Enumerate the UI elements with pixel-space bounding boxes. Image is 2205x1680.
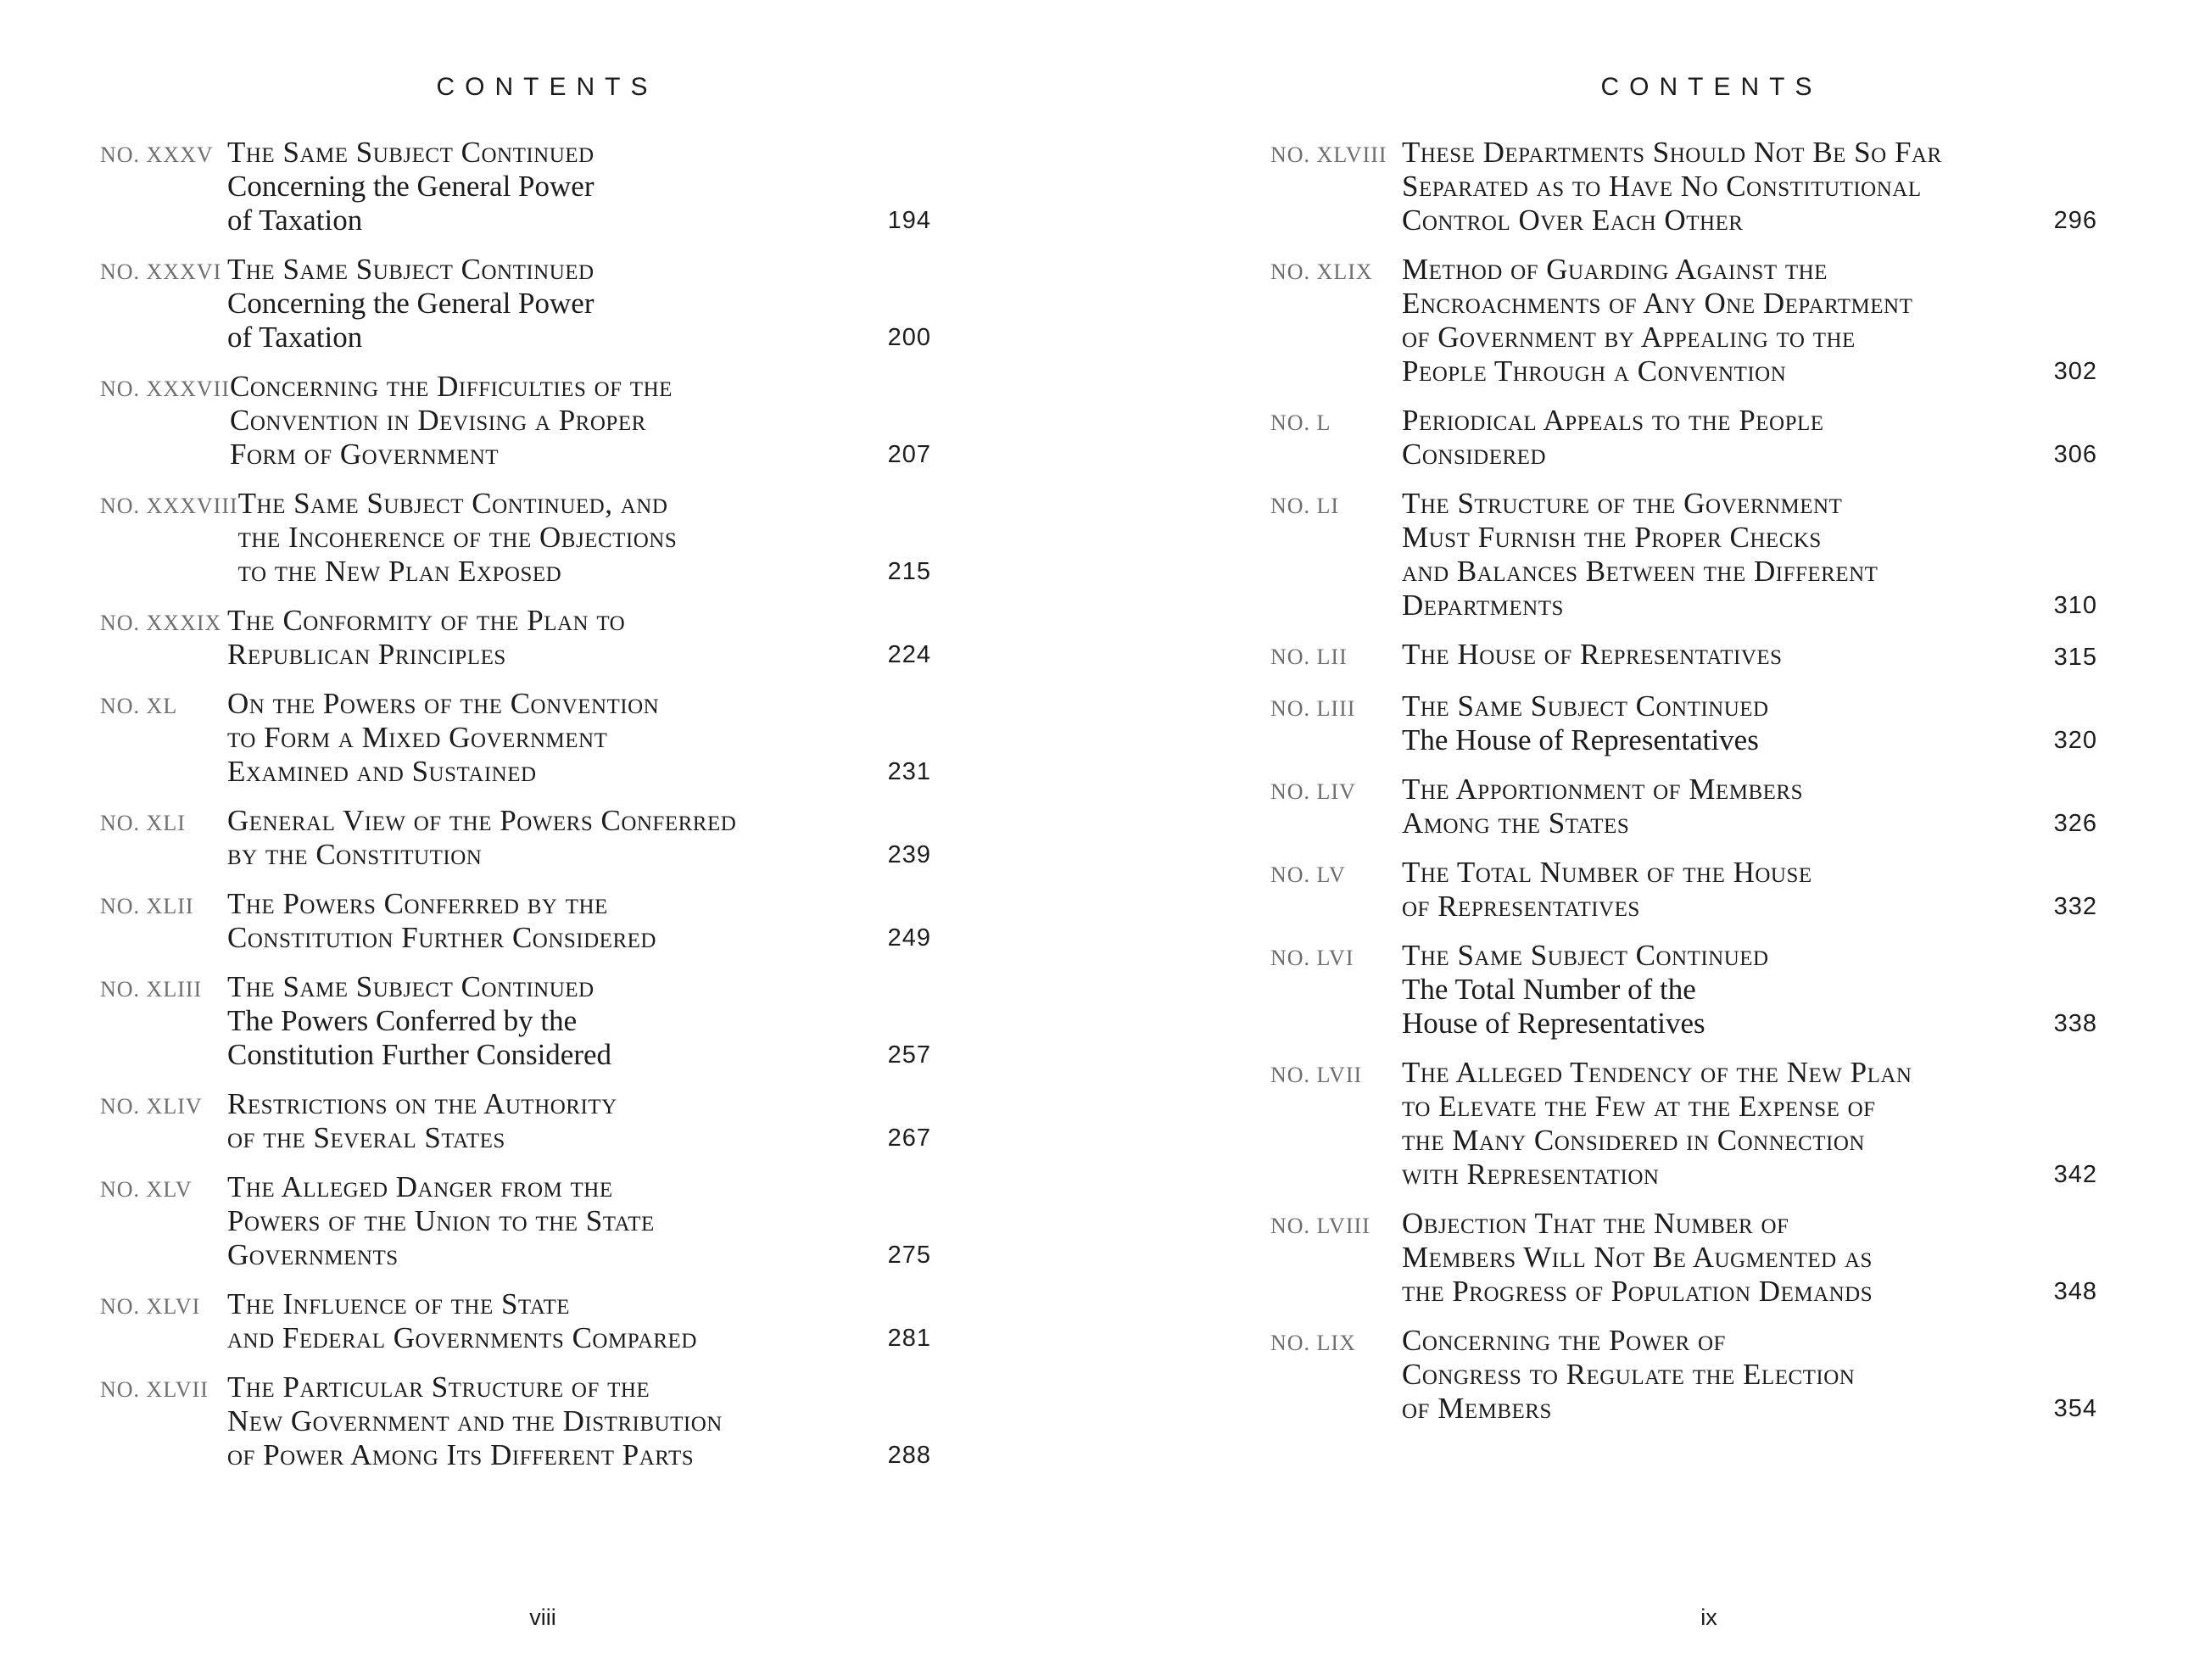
toc-entry-line: The House of Representatives (1402, 638, 1783, 671)
toc-entry-line: by the Constitution (227, 838, 483, 871)
toc-entry-line: The Same Subject Continued (1402, 689, 1769, 723)
toc-entry-line: The Conformity of the Plan to (227, 604, 626, 637)
toc-entry-line: Among the States (1402, 807, 1630, 840)
toc-entry (100, 1370, 931, 1472)
toc-entry-title (227, 804, 931, 872)
toc-entry-line: The Powers Conferred by the (227, 887, 608, 920)
toc-entry-line: Considered (1402, 438, 1547, 471)
toc-entry-page-number: 249 (887, 924, 931, 952)
toc-entry-number-label: NO. XXXVI (100, 260, 222, 284)
toc-entry-line: the Many Considered in Connection (1402, 1124, 1865, 1157)
page-title: CONTENTS (1600, 73, 1823, 101)
toc-entry-line: of Taxation (227, 321, 363, 354)
toc-entry-title (238, 487, 931, 589)
toc-entry-number-label: NO. XLII (100, 894, 194, 918)
toc-entry-title (1402, 253, 2097, 388)
toc-entry-number-label: NO. LVIII (1270, 1214, 1370, 1238)
toc-entry-line: Governments (227, 1238, 399, 1271)
toc-entry-line: to Form a Mixed Government (227, 721, 608, 754)
toc-entry (100, 136, 931, 237)
toc-entry-line: Concerning the General Power (227, 170, 595, 203)
toc-entry-line: Concerning the Difficulties of the (229, 370, 673, 403)
toc-entry (100, 887, 931, 955)
toc-entry-list (100, 136, 931, 1487)
toc-entry-line: Members Will Not Be Augmented as (1402, 1241, 1873, 1274)
toc-entry-number-label: NO. XLVI (100, 1294, 201, 1319)
toc-entry (1270, 689, 2097, 757)
toc-entry-number-label: NO. LIX (1270, 1331, 1356, 1355)
folio-page-number: viii (529, 1605, 556, 1630)
toc-entry (1270, 404, 2097, 472)
toc-entry-number-label: NO. XXXV (100, 142, 214, 167)
toc-entry-line: of Members (1402, 1392, 1552, 1425)
toc-entry-line: People Through a Convention (1402, 354, 1787, 388)
toc-entry-line: Periodical Appeals to the People (1402, 404, 1824, 437)
toc-entry-line: Constitution Further Considered (227, 1038, 612, 1071)
toc-entry-page-number: 239 (887, 841, 931, 868)
toc-entry-title (1402, 689, 2097, 757)
toc-entry-line: The Same Subject Continued (227, 970, 595, 1003)
toc-entry-line: to the New Plan Exposed (237, 555, 562, 588)
toc-entry-number-label: NO. LI (1270, 494, 1340, 518)
toc-entry-page-number: 332 (2053, 893, 2097, 920)
toc-entry-line: The Same Subject Continued, and (237, 487, 668, 520)
toc-entry-page-number: 194 (887, 207, 931, 234)
toc-entry-page-number: 302 (2053, 358, 2097, 385)
toc-entry-line: The Same Subject Continued (227, 136, 595, 169)
toc-entry-page-number: 281 (887, 1325, 931, 1352)
toc-entry (1270, 136, 2097, 237)
toc-entry-number-label: NO. LVII (1270, 1063, 1363, 1087)
toc-entry-title (230, 370, 931, 472)
toc-entry-line: The Total Number of the House (1402, 856, 1812, 889)
toc-entry-line: Concerning the Power of (1402, 1324, 1726, 1357)
toc-entry-title (1402, 404, 2097, 472)
toc-entry-line: The Alleged Danger from the (227, 1170, 613, 1203)
toc-entry-page-number: 306 (2053, 441, 2097, 468)
toc-entry-page-number: 257 (887, 1041, 931, 1069)
toc-entry-page-number: 215 (887, 558, 931, 585)
toc-entry-line: Encroachments of Any One Department (1402, 287, 1913, 320)
toc-entry-title (227, 1287, 931, 1355)
toc-page-right (1102, 0, 2205, 1680)
toc-entry-page-number: 267 (887, 1125, 931, 1152)
toc-entry-line: Restrictions on the Authority (227, 1087, 617, 1120)
page-title: CONTENTS (436, 73, 658, 101)
toc-entry-number-label: NO. LIII (1270, 696, 1356, 721)
toc-entry-number-label: NO. XXXIX (100, 611, 222, 635)
folio-page-number: ix (1700, 1605, 1717, 1630)
toc-entry-title (1402, 939, 2097, 1041)
toc-entry-number-label: NO. LII (1270, 645, 1348, 669)
toc-entry-line: Constitution Further Considered (227, 921, 656, 954)
toc-entry-title (1402, 856, 2097, 924)
toc-entry-line: House of Representatives (1402, 1007, 1705, 1040)
toc-entry-line: Republican Principles (227, 638, 506, 671)
toc-entry-number-label: NO. LV (1270, 862, 1346, 887)
toc-entry-line: Powers of the Union to the State (227, 1204, 655, 1237)
toc-entry-title (1402, 1324, 2097, 1426)
toc-entry-number-label: NO. XLIX (1270, 260, 1373, 284)
toc-entry-page-number: 200 (887, 324, 931, 351)
toc-entry-number-label: NO. XXXVIII (100, 494, 238, 518)
toc-entry-title (227, 887, 931, 955)
toc-entry-line: General View of the Powers Conferred (227, 804, 737, 837)
toc-entry-title (227, 1087, 931, 1155)
toc-entry-list (1270, 136, 2097, 1441)
toc-entry (100, 253, 931, 354)
toc-entry-number-label: NO. XLI (100, 811, 186, 835)
toc-entry-line: Objection That the Number of (1402, 1207, 1789, 1240)
toc-entry-line: Departments (1402, 589, 1564, 622)
toc-entry-number-label: NO. XLIII (100, 977, 203, 1002)
toc-entry (1270, 253, 2097, 388)
toc-entry-line: The Influence of the State (227, 1287, 571, 1320)
toc-entry (100, 370, 931, 472)
toc-entry-title (227, 687, 931, 789)
toc-entry-title (1402, 136, 2097, 237)
toc-page-left (0, 0, 1102, 1680)
toc-entry-title (1402, 1056, 2097, 1192)
toc-entry-line: The Same Subject Continued (227, 253, 595, 286)
toc-entry-number-label: NO. L (1270, 410, 1331, 435)
toc-entry (1270, 939, 2097, 1041)
toc-entry-number-label: NO. LVI (1270, 946, 1354, 970)
toc-entry-line: Congress to Regulate the Election (1402, 1358, 1856, 1391)
toc-entry-line: The Alleged Tendency of the New Plan (1402, 1056, 1912, 1089)
toc-entry (1270, 773, 2097, 840)
toc-entry-page-number: 326 (2053, 810, 2097, 837)
toc-entry-number-label: NO. XXXVII (100, 377, 230, 401)
toc-entry-number-label: NO. XLIV (100, 1094, 203, 1119)
toc-entry (100, 1287, 931, 1355)
toc-entry (100, 604, 931, 672)
toc-entry-line: the Incoherence of the Objections (237, 521, 678, 554)
toc-entry-title (227, 136, 931, 237)
toc-entry-page-number: 296 (2053, 207, 2097, 234)
toc-entry (1270, 1207, 2097, 1309)
toc-entry (1270, 1324, 2097, 1426)
toc-entry-line: and Balances Between the Different (1402, 555, 1878, 588)
toc-entry-line: of Representatives (1402, 890, 1640, 923)
toc-entry (100, 804, 931, 872)
toc-entry-line: to Elevate the Few at the Expense of (1402, 1090, 1876, 1123)
toc-entry-line: of the Several States (227, 1121, 505, 1154)
toc-entry-line: and Federal Governments Compared (227, 1321, 697, 1354)
toc-entry-line: The Particular Structure of the (227, 1370, 650, 1404)
toc-entry-page-number: 338 (2053, 1010, 2097, 1037)
toc-entry-line: Control Over Each Other (1402, 204, 1744, 237)
toc-entry-line: of Power Among Its Different Parts (227, 1438, 695, 1471)
toc-entry-page-number: 275 (887, 1242, 931, 1269)
toc-entry (1270, 487, 2097, 622)
toc-entry-title (1402, 487, 2097, 622)
toc-entry-line: Convention in Devising a Proper (229, 404, 646, 437)
toc-entry-page-number: 207 (887, 441, 931, 468)
toc-entry (100, 687, 931, 789)
toc-entry-line: Must Furnish the Proper Checks (1402, 521, 1822, 554)
toc-entry-number-label: NO. LIV (1270, 779, 1356, 804)
toc-entry-line: The House of Representatives (1402, 723, 1759, 756)
toc-entry-line: Form of Government (229, 438, 500, 471)
toc-entry-number-label: NO. XLVII (100, 1377, 209, 1402)
toc-entry-line: New Government and the Distribution (227, 1404, 723, 1437)
toc-entry-number-label: NO. XL (100, 694, 178, 718)
toc-entry-line: of Taxation (227, 204, 363, 237)
toc-entry-page-number: 315 (2053, 644, 2097, 671)
toc-entry (1270, 1056, 2097, 1192)
toc-entry-page-number: 348 (2053, 1278, 2097, 1305)
toc-entry-page-number: 310 (2053, 592, 2097, 619)
toc-entry-title (1402, 1207, 2097, 1309)
toc-entry-line: The Apportionment of Members (1402, 773, 1803, 806)
toc-entry-title (227, 604, 931, 672)
toc-entry-number-label: NO. XLVIII (1270, 142, 1387, 167)
toc-entry (100, 1170, 931, 1272)
toc-entry (100, 1087, 931, 1155)
toc-entry-line: of Government by Appealing to the (1402, 321, 1856, 354)
toc-entry-page-number: 320 (2053, 727, 2097, 754)
toc-entry-title (227, 1170, 931, 1272)
toc-entry-title (1402, 638, 2097, 674)
toc-entry (1270, 856, 2097, 924)
toc-entry-line: with Representation (1402, 1158, 1660, 1191)
toc-entry-line: The Same Subject Continued (1402, 939, 1769, 972)
toc-entry-line: These Departments Should Not Be So Far (1402, 136, 1942, 169)
toc-entry-page-number: 224 (887, 641, 931, 668)
toc-entry-line: the Progress of Population Demands (1402, 1275, 1873, 1308)
toc-entry-title (227, 253, 931, 354)
toc-entry-page-number: 231 (887, 758, 931, 785)
toc-entry-title (227, 970, 931, 1072)
toc-entry-line: The Total Number of the (1402, 973, 1696, 1006)
toc-entry-line: Separated as to Have No Constitutional (1402, 170, 1922, 203)
toc-entry (1270, 638, 2097, 674)
toc-entry-title (1402, 773, 2097, 840)
toc-entry-line: On the Powers of the Convention (227, 687, 660, 720)
toc-entry-line: The Powers Conferred by the (227, 1004, 578, 1037)
toc-entry-title (227, 1370, 931, 1472)
toc-entry-line: Concerning the General Power (227, 287, 595, 320)
toc-entry-page-number: 288 (887, 1442, 931, 1469)
toc-entry (100, 970, 931, 1072)
toc-entry-line: Examined and Sustained (227, 755, 537, 788)
toc-entry (100, 487, 931, 589)
toc-entry-number-label: NO. XLV (100, 1177, 193, 1202)
toc-entry-page-number: 354 (2053, 1395, 2097, 1422)
toc-entry-page-number: 342 (2053, 1161, 2097, 1188)
toc-entry-line: Method of Guarding Against the (1402, 253, 1828, 286)
toc-entry-line: The Structure of the Government (1402, 487, 1843, 520)
